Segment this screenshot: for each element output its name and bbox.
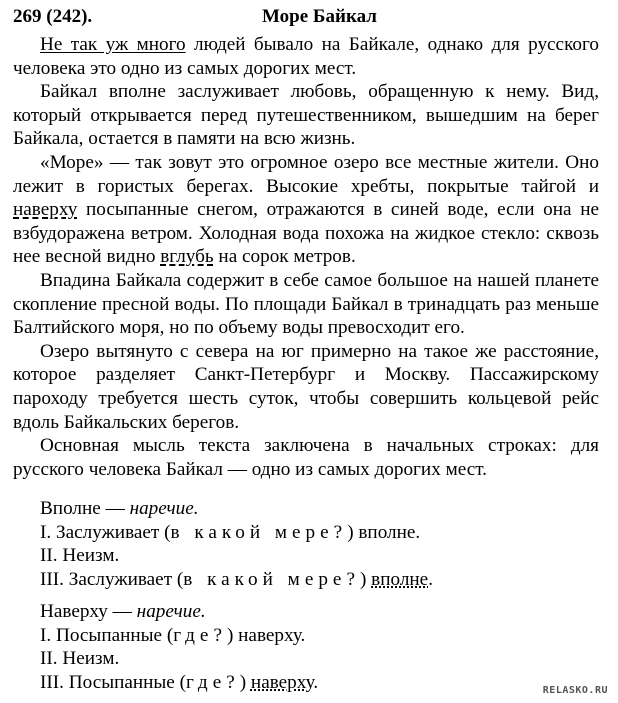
header [0, 6, 618, 30]
exercise-number: 269 (242). [13, 6, 93, 27]
question: в какой мере? [170, 521, 348, 543]
analysis-vpolne [40, 497, 433, 591]
paragraph-3-part-e: на сорок метров. [213, 246, 356, 268]
analysis-line-1: I. Заслуживает (в какой мере?) вполне. [40, 521, 421, 543]
analysis-line-1: I. Посыпанные (где?) наверху. [40, 624, 306, 646]
underlined-word-vglub: вглубь [160, 246, 214, 268]
analysis-naverkhu [40, 600, 318, 694]
question: где? [186, 671, 240, 693]
text-title: Море Байкал [262, 6, 377, 27]
paragraph-3-part-a: «Море» — так зовут это огромное озеро все местные жители. Оно лежит в гористых берегах. Высокие хребты, покрытые тайгой и [13, 151, 599, 197]
paragraph-1 [13, 33, 599, 80]
paragraph-3 [13, 151, 599, 269]
paragraph-2: Байкал вполне заслуживает любовь, обращенную к нему. Вид, который открывается перед путешественником, вышедшим на берег Байкала, остается в памяти на всю жизнь. [13, 81, 599, 150]
analysis-line-2: II. Неизм. [40, 545, 120, 567]
analysis-heading: Наверху — наречие. [40, 601, 206, 622]
analysis-line-3: III. Посыпанные (где?) наверху. [40, 671, 319, 693]
analysis-line-2: II. Неизм. [40, 648, 120, 670]
question: где? [173, 624, 227, 646]
analysis-heading: Вполне — наречие. [40, 498, 199, 519]
underlined-word: наверху [250, 671, 314, 693]
paragraph-3-part-c: посыпанные снегом, отражаются в синей воде, если она не взбудоражена ветром. Холодная вода похожа на жидкое стекло: сквозь нее весной видно [13, 199, 599, 268]
paragraph-6: Основная мысль текста заключена в начальных строках: для русского человека Байкал — одно из самых дорогих мест. [13, 435, 599, 480]
paragraph-5: Озеро вытянуто с севера на юг примерно на такое же расстояние, которое разделяет Санкт-Петербург и Москву. Пассажирскому пароходу требуется шесть суток, чтобы совершить кольцевой рейс вдоль Байкальских берегов. [13, 340, 599, 433]
paragraph-4: Впадина Байкала содержит в себе самое большое на нашей планете скопление пресной воды. По площади Байкал в тринадцать раз меньше Балтийского моря, но по объему воды превосходит его. [13, 269, 599, 339]
analysis-line-3: III. Заслуживает (в какой мере?) вполне. [40, 568, 433, 590]
question: в какой мере? [183, 568, 360, 590]
watermark: RELASKO.RU [542, 685, 608, 696]
underlined-phrase: Не так уж много [40, 34, 186, 55]
main-text [13, 33, 599, 481]
paragraph-1-rest: людей бывало на Байкале, однако для русского человека это одно из самых дорогих мест. [13, 34, 599, 79]
underlined-word-naverkhu: наверху [13, 199, 78, 221]
underlined-word: вполне [371, 568, 429, 590]
